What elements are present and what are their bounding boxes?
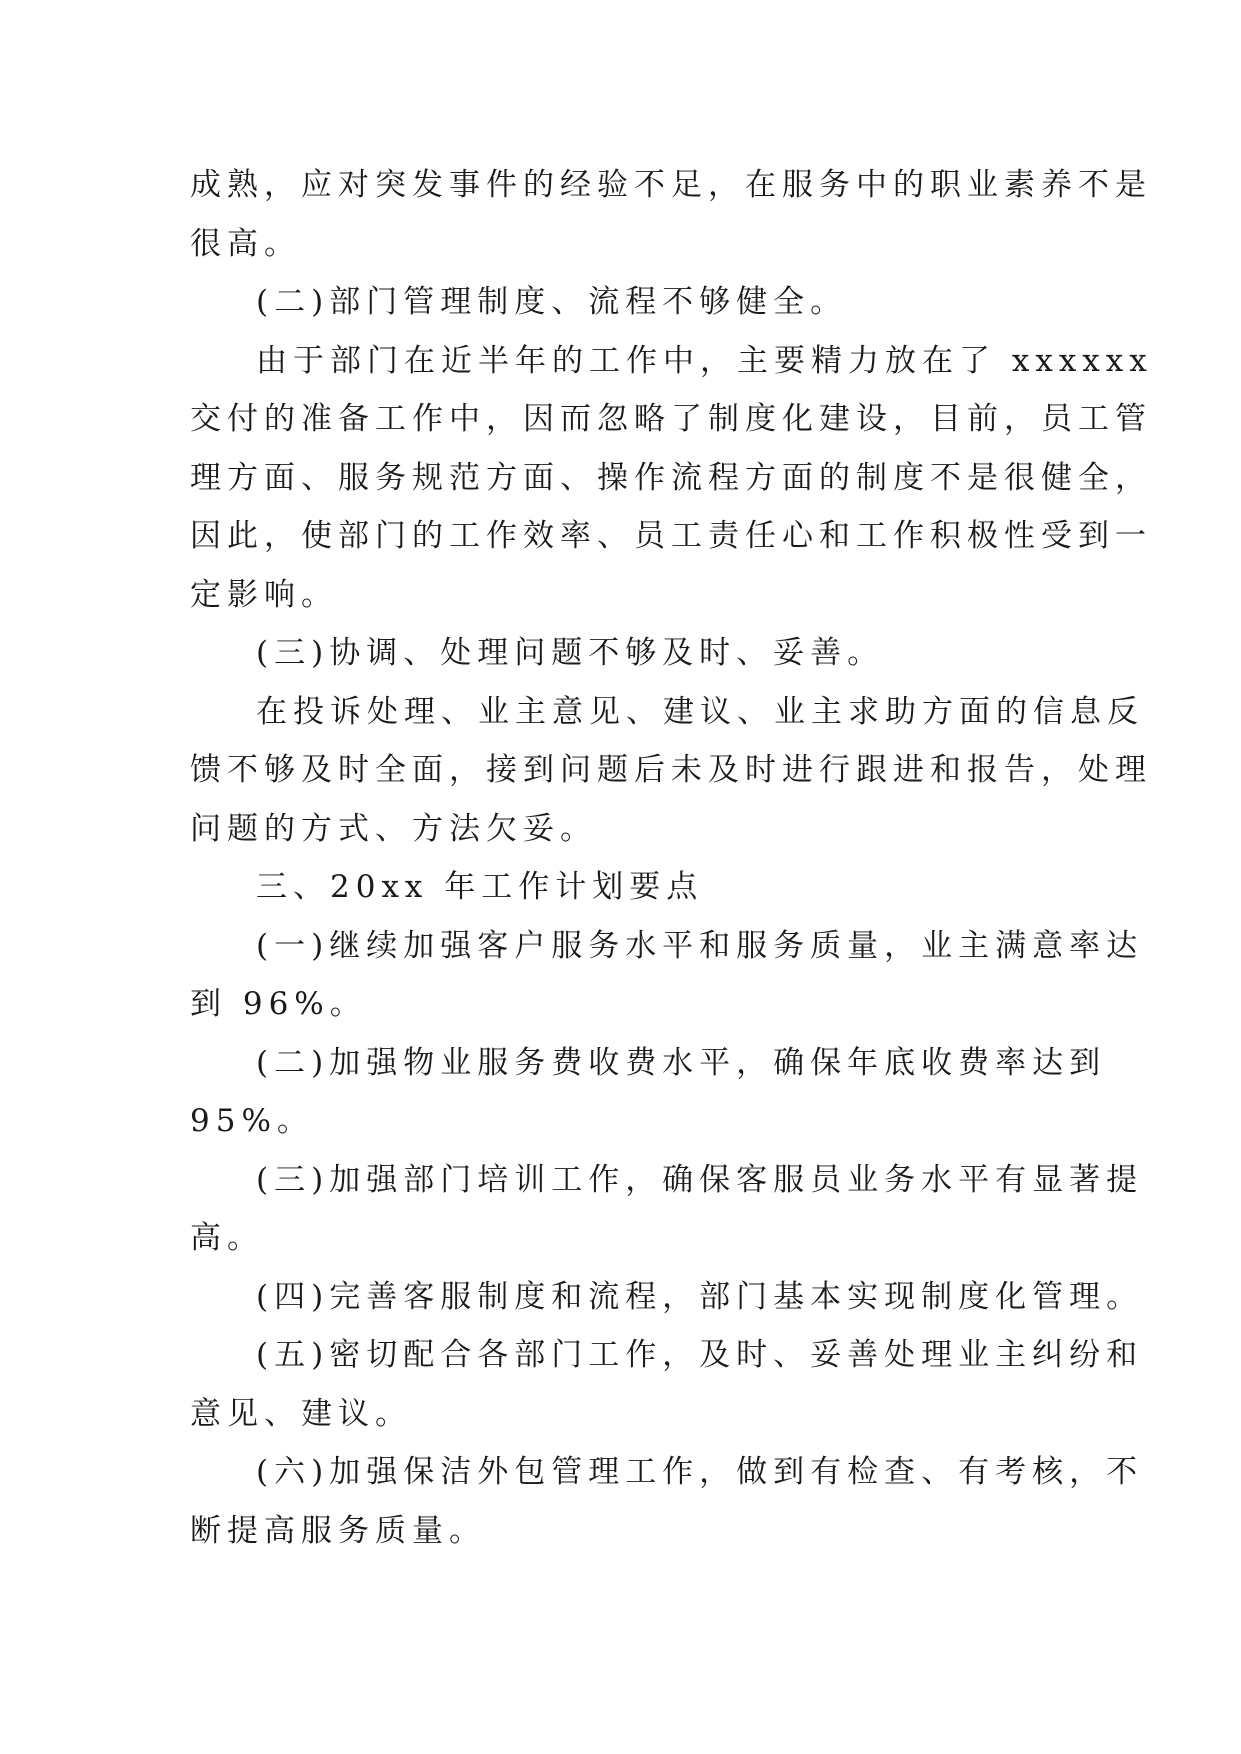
paragraph-line: 交付的准备工作中，因而忽略了制度化建设，目前，员工管 [190, 401, 1152, 437]
plan-item-continued: 高。 [190, 1220, 264, 1256]
plan-item-continued: 到 96%。 [190, 986, 367, 1022]
paragraph-line: 很高。 [190, 225, 301, 262]
plan-item: (三)加强部门培训工作，确保客服员业务水平有显著提 [256, 1161, 1144, 1198]
document-body [190, 156, 1153, 1560]
plan-item-continued: 意见、建议。 [190, 1395, 412, 1432]
paragraph-line: 在投诉处理、业主意见、建议、业主求助方面的信息反 [256, 693, 1144, 730]
plan-item: (五)密切配合各部门工作，及时、妥善处理业主纠纷和 [256, 1337, 1144, 1373]
paragraph-line: 定影响。 [190, 576, 338, 613]
section-heading: (二)部门管理制度、流程不够健全。 [256, 284, 848, 320]
paragraph-line: 因此，使部门的工作效率、员工责任心和工作积极性受到一 [190, 518, 1152, 554]
plan-item: (四)完善客服制度和流程，部门基本实现制度化管理。 [256, 1278, 1144, 1315]
section-heading: 三、20xx 年工作计划要点 [256, 869, 704, 905]
plan-item-continued: 断提高服务质量。 [190, 1512, 486, 1549]
section-heading: (三)协调、处理问题不够及时、妥善。 [256, 635, 885, 671]
plan-item-continued: 95%。 [190, 1103, 314, 1139]
paragraph-line: 理方面、服务规范方面、操作流程方面的制度不是很健全， [190, 459, 1152, 496]
plan-item: (一)继续加强客户服务水平和服务质量，业主满意率达 [256, 927, 1144, 964]
plan-item: (二)加强物业服务费收费水平，确保年底收费率达到 [256, 1044, 1107, 1081]
paragraph-line: 成熟，应对突发事件的经验不足，在服务中的职业素养不是 [190, 167, 1152, 203]
paragraph-line: 问题的方式、方法欠妥。 [190, 810, 597, 847]
plan-item: (六)加强保洁外包管理工作，做到有检查、有考核，不 [256, 1454, 1144, 1490]
paragraph-line: 馈不够及时全面，接到问题后未及时进行跟进和报告，处理 [190, 752, 1152, 788]
paragraph-line: 由于部门在近半年的工作中，主要精力放在了 xxxxxx [256, 342, 1153, 379]
